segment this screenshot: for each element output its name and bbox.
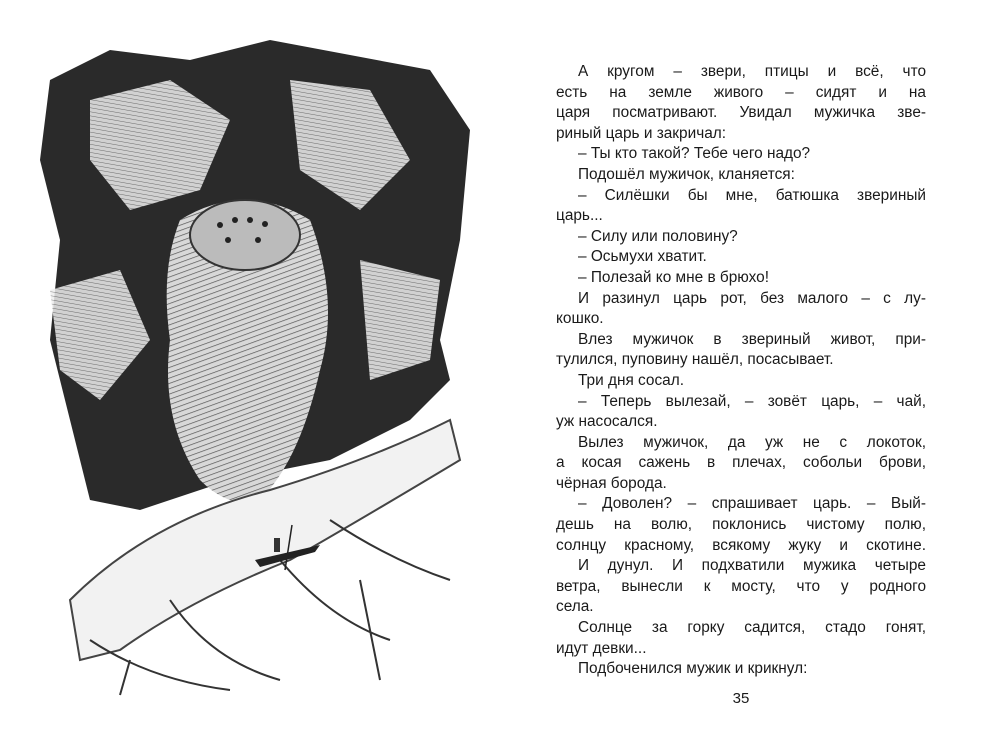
text-line: уж насосался. bbox=[556, 413, 658, 431]
text-line: тулился, пуповину нашёл, посасывает. bbox=[556, 351, 834, 369]
text-line: солнцу красному, всякому жуку и скотине. bbox=[556, 536, 926, 554]
text-line: есть на земле живого – сидят и на bbox=[556, 83, 926, 101]
text-line: – Осьмухи хватит. bbox=[578, 248, 707, 266]
text-line: Подошёл мужичок, кланяется: bbox=[578, 165, 795, 183]
text-line: – Ты кто такой? Тебе чего надо? bbox=[578, 145, 811, 163]
beast-head bbox=[190, 200, 300, 270]
text-line: А кругом – звери, птицы и всё, что bbox=[578, 63, 926, 80]
text-line: идут девки... bbox=[556, 639, 647, 657]
text-line: ветра, вынесли к мосту, что у родного bbox=[556, 577, 926, 595]
text-line: – Теперь вылезай, – зовёт царь, – чай, bbox=[578, 392, 926, 410]
text-line: И дунул. И подхватили мужика четыре bbox=[578, 557, 926, 575]
text-line: села. bbox=[556, 598, 594, 616]
boatman bbox=[274, 538, 280, 552]
text-line: дешь на волю, поклонись чистому полю, bbox=[556, 516, 926, 534]
text-line: – Доволен? – спрашивает царь. – Вый- bbox=[578, 495, 926, 513]
text-line: – Полезай ко мне в брюхо! bbox=[578, 268, 770, 286]
text-line: Подбоченился мужик и крикнул: bbox=[578, 660, 808, 678]
text-line: Три дня сосал. bbox=[578, 371, 684, 389]
text-line: риный царь и закричал: bbox=[556, 124, 727, 142]
illustration-beast-king bbox=[30, 40, 480, 700]
text-line: царь... bbox=[556, 207, 603, 225]
text-line: кошко. bbox=[556, 310, 604, 328]
text-line: Влез мужичок в звериный живот, при- bbox=[578, 330, 926, 348]
page-number: 35 bbox=[732, 690, 750, 707]
text-line: – Силу или половину? bbox=[578, 227, 738, 245]
text-line: – Силёшки бы мне, батюшка звериный bbox=[578, 186, 926, 204]
text-line: чёрная борода. bbox=[556, 474, 667, 492]
text-line: Солнце за горку садится, стадо гонят, bbox=[578, 619, 926, 637]
text-line: а косая сажень в плечах, собольи брови, bbox=[556, 454, 926, 472]
text-line: Вылез мужичок, да уж не с локоток, bbox=[578, 433, 926, 451]
text-line: И разинул царь рот, без малого – с лу- bbox=[578, 289, 926, 307]
text-line: царя посматривают. Увидал мужичка зве- bbox=[556, 104, 926, 122]
